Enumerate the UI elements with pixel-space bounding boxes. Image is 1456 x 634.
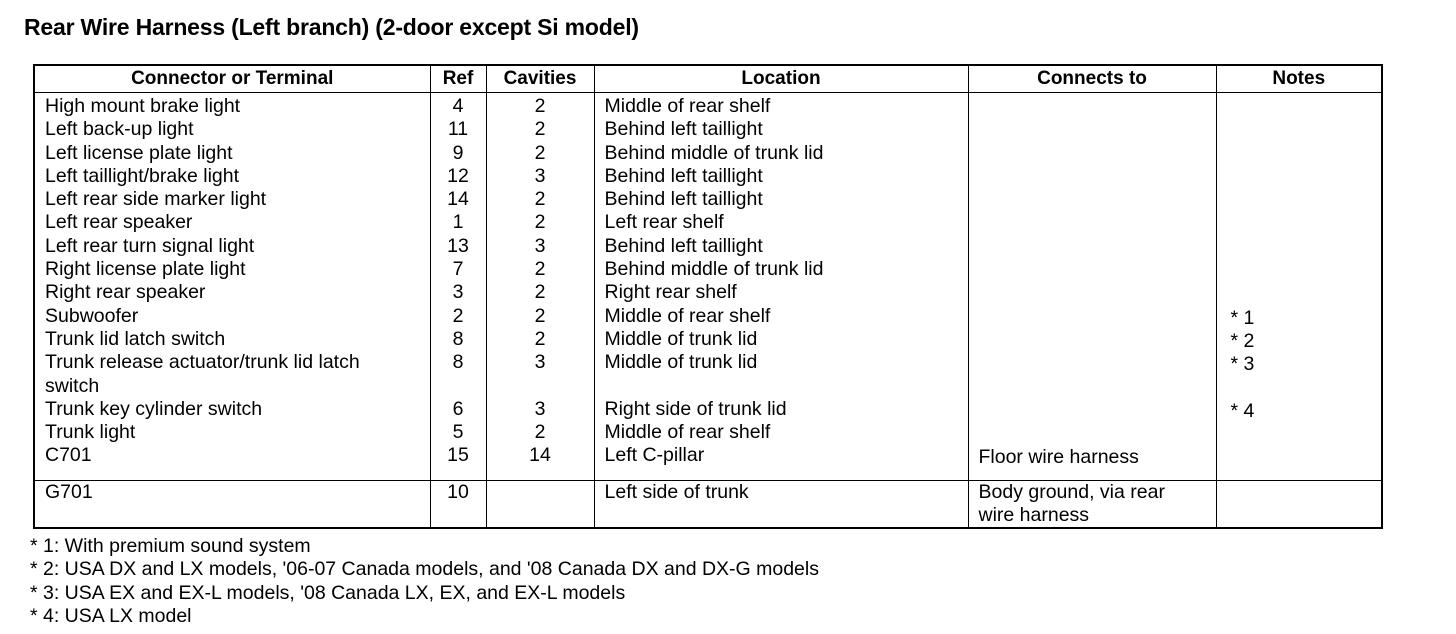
connector-cell: G701 bbox=[34, 480, 430, 528]
spacer bbox=[979, 305, 1216, 328]
spacer bbox=[979, 211, 1216, 234]
spacer bbox=[979, 351, 1216, 374]
connector-cell: Left back-up light bbox=[45, 118, 194, 141]
location-cell: Behind middle of trunk lid bbox=[604, 141, 824, 164]
notes-cell: * 1 bbox=[1230, 306, 1255, 329]
ref-cell: 3 bbox=[452, 281, 464, 304]
spacer bbox=[1231, 281, 1382, 304]
cavities-cell: 3 bbox=[534, 234, 546, 257]
location-cell: Behind middle of trunk lid bbox=[604, 258, 824, 281]
cavities-cell: 2 bbox=[534, 211, 546, 234]
spacer bbox=[605, 375, 968, 398]
ref-cell: 1 bbox=[452, 211, 464, 234]
spacer bbox=[979, 235, 1216, 258]
cavities-cell: 2 bbox=[534, 118, 546, 141]
spacer bbox=[979, 95, 1216, 118]
cavities-cell: 2 bbox=[534, 95, 546, 117]
connector-cell: Trunk light bbox=[45, 421, 136, 444]
notes-column bbox=[1216, 93, 1382, 481]
connector-cell: Trunk lid latch switch bbox=[45, 327, 226, 350]
table-header-row bbox=[34, 65, 1382, 93]
connects-to-cell bbox=[968, 480, 1216, 528]
harness-table bbox=[33, 64, 1383, 529]
location-cell: Left rear shelf bbox=[604, 211, 724, 234]
location-cell: Behind left taillight bbox=[604, 234, 763, 257]
notes-cell: * 2 bbox=[1230, 329, 1255, 352]
spacer bbox=[979, 375, 1216, 398]
spacer bbox=[1231, 377, 1382, 400]
connects-to-line: Body ground, via rear bbox=[978, 480, 1165, 503]
connects-to-line: wire harness bbox=[978, 503, 1090, 526]
connector-cell: Right rear speaker bbox=[45, 281, 206, 304]
spacer bbox=[487, 375, 594, 398]
ref-cell: 9 bbox=[452, 141, 464, 164]
cavities-cell: 2 bbox=[534, 281, 546, 304]
connector-cell: Left taillight/brake light bbox=[45, 164, 240, 187]
connector-cell: Left rear side marker light bbox=[45, 188, 267, 211]
ref-cell: 15 bbox=[447, 444, 469, 467]
location-cell: Middle of rear shelf bbox=[604, 421, 771, 444]
connector-cell: Subwoofer bbox=[45, 304, 139, 327]
spacer bbox=[1231, 235, 1382, 258]
notes-cell bbox=[1216, 480, 1382, 528]
ref-cell: 5 bbox=[452, 421, 464, 444]
spacer bbox=[979, 398, 1216, 421]
spacer bbox=[1231, 165, 1382, 188]
page-title: Rear Wire Harness (Left branch) (2-door except Si model) bbox=[24, 14, 639, 40]
ref-cell: 2 bbox=[452, 304, 464, 327]
ref-cell: 7 bbox=[452, 258, 464, 281]
spacer bbox=[979, 118, 1216, 141]
connects-to-column bbox=[968, 93, 1216, 481]
footnote-3: * 3: USA EX and EX-L models, '08 Canada LX, EX, and EX-L models bbox=[30, 581, 626, 604]
spacer bbox=[431, 375, 486, 398]
spacer bbox=[1231, 142, 1382, 165]
connector-cell: C701 bbox=[45, 444, 92, 467]
cavities-column bbox=[486, 93, 594, 481]
cavities-cell: 2 bbox=[534, 258, 546, 281]
ref-cell: 12 bbox=[447, 164, 469, 187]
table-row-ground bbox=[34, 480, 1382, 528]
spacer bbox=[979, 328, 1216, 351]
notes-cell: * 3 bbox=[1230, 353, 1255, 376]
spacer bbox=[1231, 188, 1382, 211]
cavities-cell: 2 bbox=[534, 304, 546, 327]
connector-column bbox=[34, 93, 430, 481]
ref-column bbox=[430, 93, 486, 481]
ref-cell: 8 bbox=[452, 351, 464, 374]
spacer bbox=[1231, 95, 1382, 118]
location-cell: Behind left taillight bbox=[604, 164, 763, 187]
footnote-1: * 1: With premium sound system bbox=[30, 535, 311, 557]
footnotes bbox=[30, 535, 819, 628]
location-cell: Right rear shelf bbox=[604, 281, 737, 304]
connector-cell-cont: switch bbox=[45, 374, 100, 397]
footnote-2: * 2: USA DX and LX models, '06-07 Canada models, and '08 Canada DX and DX-G models bbox=[30, 558, 819, 581]
ref-cell: 11 bbox=[447, 118, 469, 141]
cavities-cell: 2 bbox=[534, 327, 546, 350]
spacer bbox=[1231, 211, 1382, 234]
ref-cell: 4 bbox=[452, 95, 464, 117]
header-location: Location bbox=[594, 65, 968, 93]
location-cell: Left C-pillar bbox=[604, 444, 705, 467]
spacer bbox=[979, 142, 1216, 165]
cavities-cell: 2 bbox=[534, 188, 546, 211]
cavities-cell: 2 bbox=[534, 421, 546, 444]
spacer bbox=[979, 281, 1216, 304]
cavities-cell bbox=[486, 480, 594, 528]
location-cell: Behind left taillight bbox=[604, 188, 763, 211]
spacer bbox=[979, 258, 1216, 281]
header-cavities: Cavities bbox=[486, 65, 594, 93]
harness-table-container bbox=[33, 64, 1381, 529]
spacer bbox=[979, 188, 1216, 211]
header-ref: Ref bbox=[430, 65, 486, 93]
connector-cell: Left rear speaker bbox=[45, 211, 193, 234]
connector-cell: Left license plate light bbox=[45, 141, 233, 164]
location-cell: Middle of rear shelf bbox=[604, 304, 771, 327]
header-notes: Notes bbox=[1216, 65, 1382, 93]
location-cell: Middle of trunk lid bbox=[604, 327, 758, 350]
location-cell: Middle of rear shelf bbox=[604, 95, 771, 117]
ref-cell: 10 bbox=[430, 480, 486, 528]
connector-cell: Trunk release actuator/trunk lid latch bbox=[45, 351, 360, 374]
location-cell: Middle of trunk lid bbox=[604, 351, 758, 374]
location-cell: Behind left taillight bbox=[604, 118, 763, 141]
connects-to-cell: Floor wire harness bbox=[978, 446, 1139, 469]
spacer bbox=[979, 165, 1216, 188]
ref-cell: 13 bbox=[447, 234, 469, 257]
footnote-4: * 4: USA LX model bbox=[30, 604, 192, 627]
notes-cell: * 4 bbox=[1230, 399, 1255, 422]
cavities-cell: 3 bbox=[534, 164, 546, 187]
header-connects-to: Connects to bbox=[968, 65, 1216, 93]
cavities-cell: 3 bbox=[534, 397, 546, 420]
spacer bbox=[1231, 258, 1382, 281]
location-cell: Right side of trunk lid bbox=[604, 397, 787, 420]
cavities-cell: 2 bbox=[534, 141, 546, 164]
ref-cell: 6 bbox=[452, 397, 464, 420]
ref-cell: 8 bbox=[452, 327, 464, 350]
cavities-cell: 3 bbox=[534, 351, 546, 374]
location-column bbox=[594, 93, 968, 481]
spacer bbox=[1231, 118, 1382, 141]
cavities-cell: 14 bbox=[529, 444, 551, 467]
ref-cell: 14 bbox=[447, 188, 469, 211]
connector-cell: Trunk key cylinder switch bbox=[45, 397, 263, 420]
connector-cell: Right license plate light bbox=[45, 258, 246, 281]
header-connector: Connector or Terminal bbox=[34, 65, 430, 93]
table-row-group bbox=[34, 93, 1382, 481]
spacer bbox=[979, 421, 1216, 444]
location-cell: Left side of trunk bbox=[594, 480, 968, 528]
connector-cell: High mount brake light bbox=[45, 95, 241, 117]
connector-cell: Left rear turn signal light bbox=[45, 234, 255, 257]
